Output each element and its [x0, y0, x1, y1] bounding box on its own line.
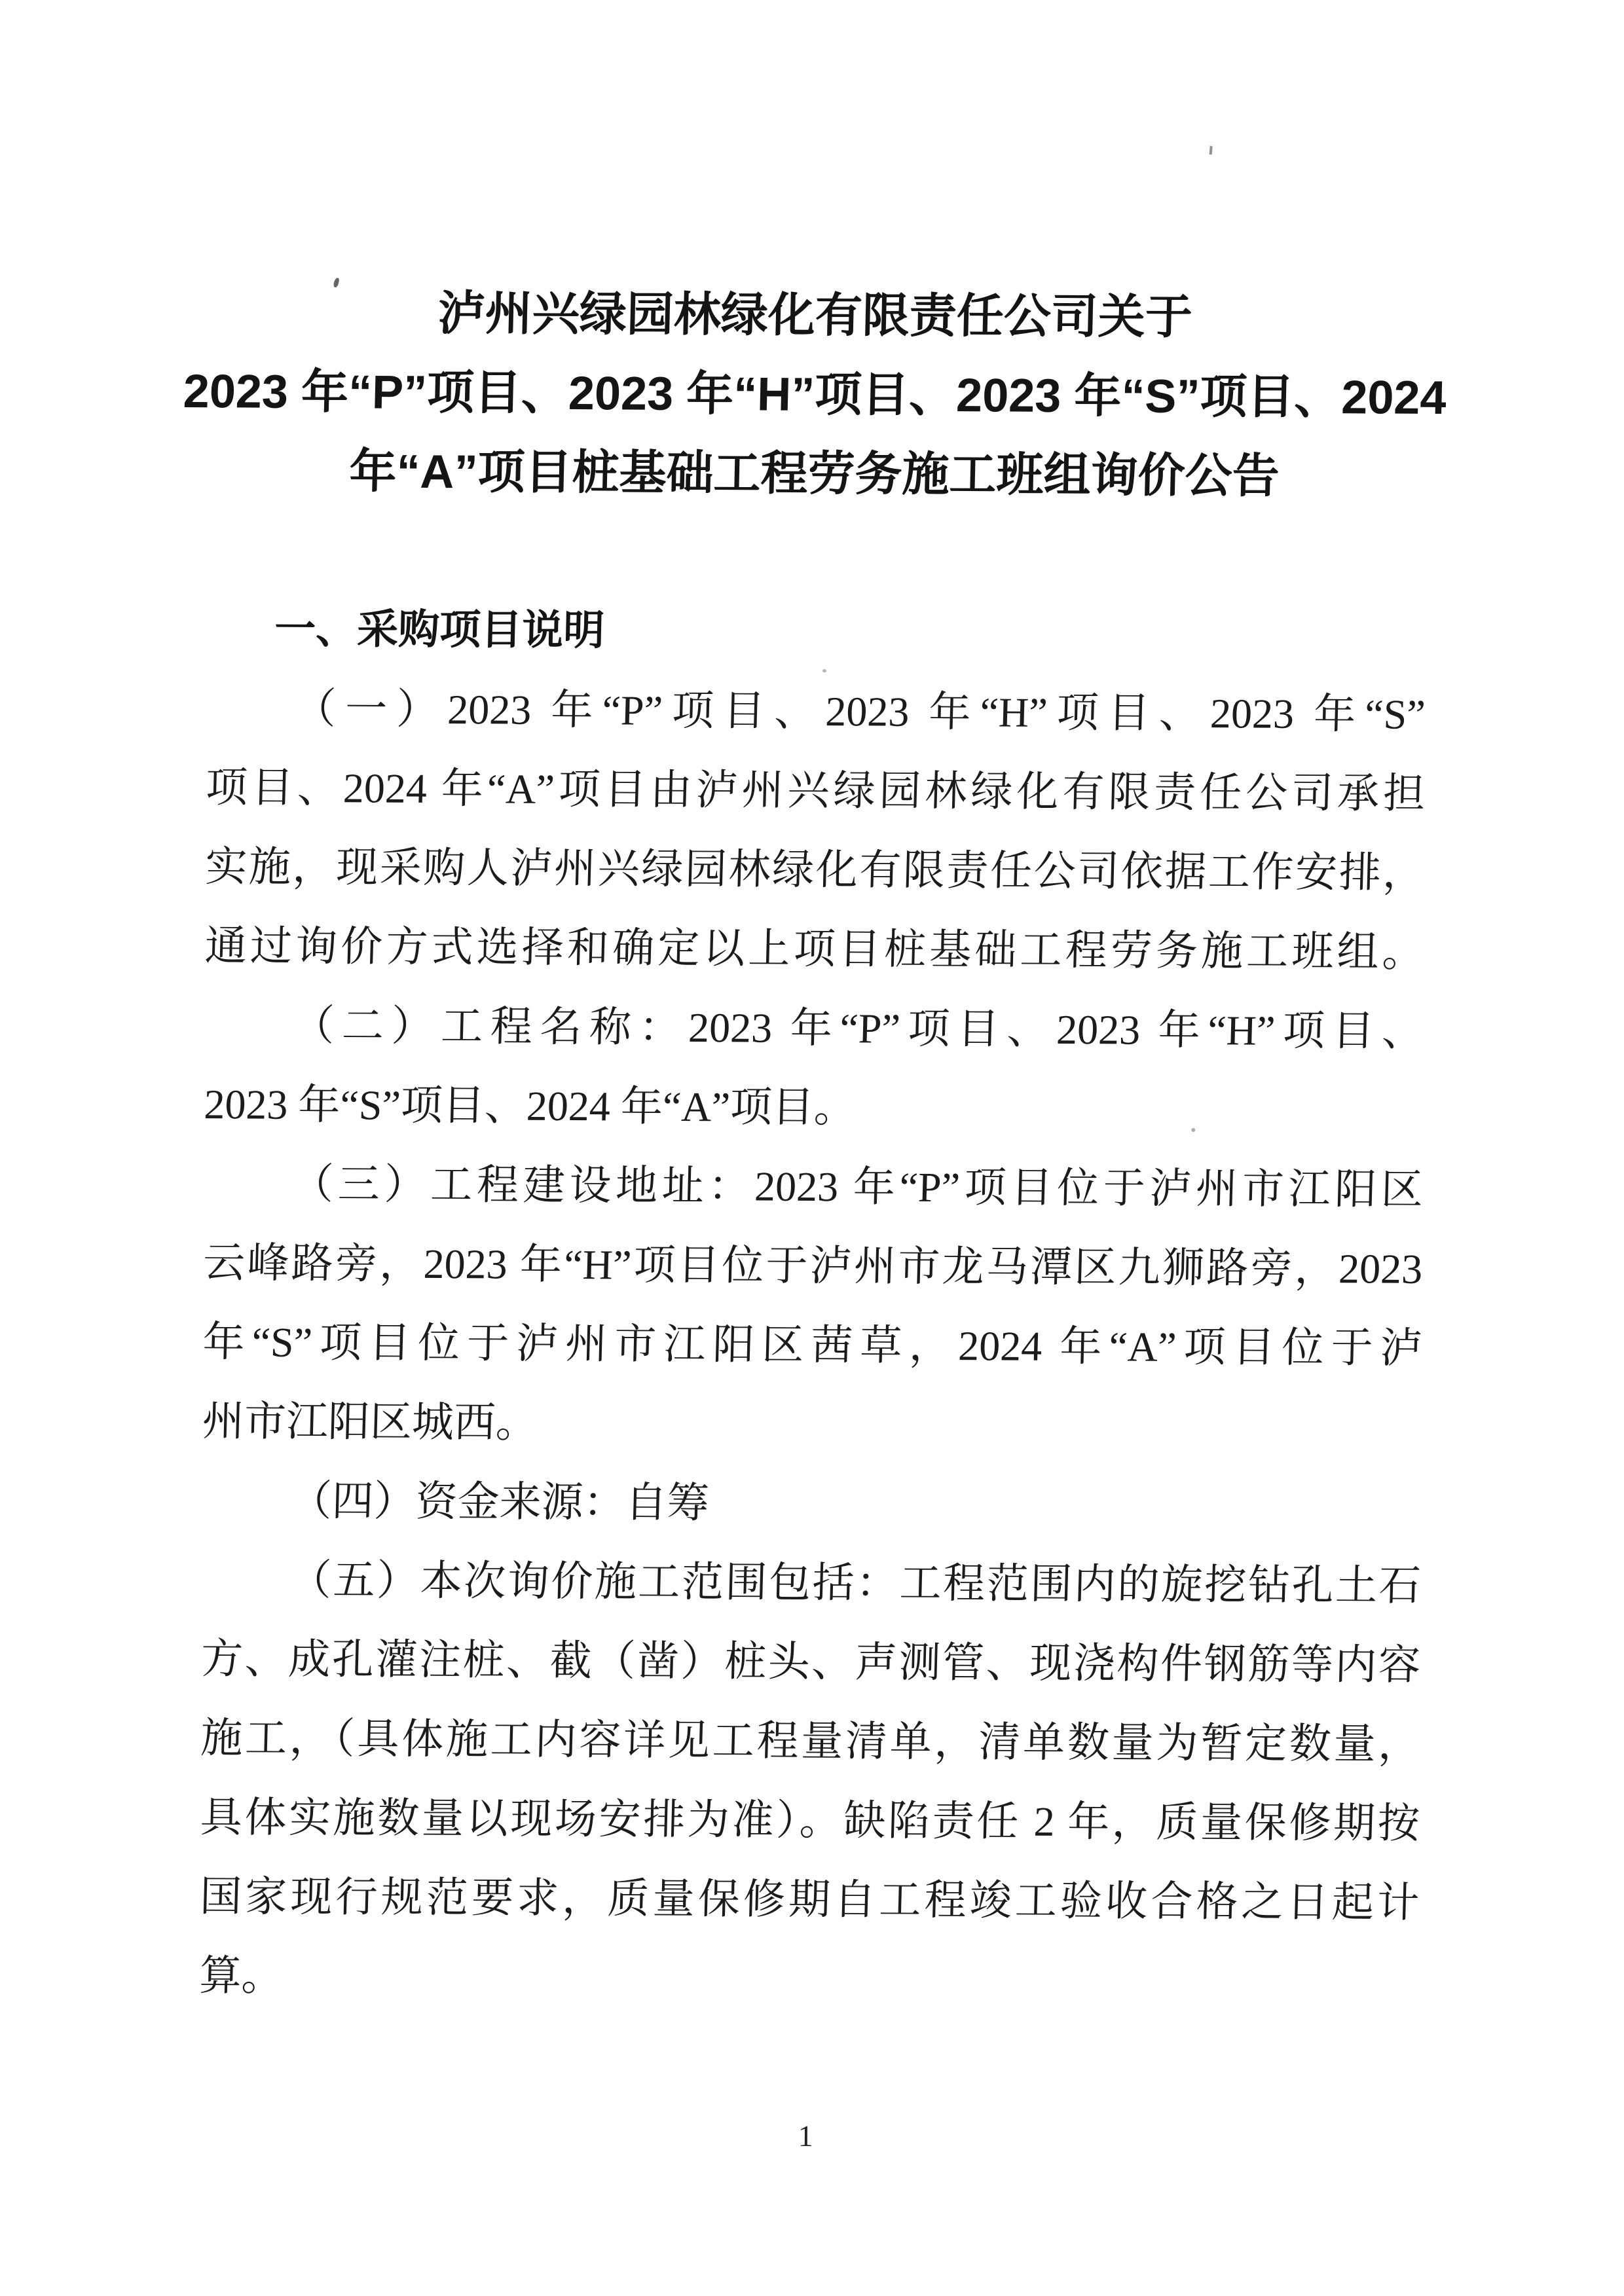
title-line: 年“A”项目桩基础工程劳务施工班组询价公告 [348, 445, 1280, 503]
text-line: 云峰路旁，2023 年“H”项目位于泸州市龙马潭区九狮路旁，2023 [202, 1239, 1424, 1292]
text-line: （四）资金来源：自筹 [289, 1477, 710, 1527]
paragraph [204, 985, 1424, 1150]
text-line: 具体实施数量以现场安排为准）。缺陷责任 2 年，质量保修期按 [199, 1794, 1420, 1847]
text-line: 施工，（具体施工内容详见工程量清单，清单数量为暂定数量， [200, 1715, 1421, 1768]
paragraph [199, 1540, 1421, 2022]
document-body-block [199, 589, 1426, 2022]
text-line: 年“S”项目位于泸州市江阳区茜草，2024 年“A”项目位于泸 [202, 1319, 1423, 1372]
text-line: 方、成孔灌注桩、截（凿）桩头、声测管、现浇构件钢筋等内容 [200, 1635, 1421, 1688]
paragraph [202, 1144, 1424, 1467]
paragraph [204, 668, 1426, 992]
text-line: 2023 年“S”项目、2024 年“A”项目。 [203, 1081, 857, 1131]
text-line: 通过询价方式选择和确定以上项目桩基础工程劳务施工班组。 [204, 922, 1425, 975]
section-heading: 一、采购项目说明 [274, 606, 606, 654]
text-line: 项目、2024 年“A”项目由泸州兴绿园林绿化有限责任公司承担 [205, 764, 1426, 817]
page-number: 1 [798, 2119, 813, 2153]
title-line: 2023 年“P”项目、2023 年“H”项目、2023 年“S”项目、2024 [182, 365, 1447, 425]
paragraph [202, 1461, 1422, 1546]
text-line: （三）工程建设地址：2023 年“P”项目位于泸州市江阳区 [291, 1160, 1424, 1213]
text-line: 国家现行规范要求，质量保修期自工程竣工验收合格之日起计 [199, 1873, 1420, 1926]
text-line: 实施，现采购人泸州兴绿园林绿化有限责任公司依据工作安排， [204, 843, 1426, 896]
text-line: （一）2023 年“P”项目、2023 年“H”项目、2023 年“S” [293, 685, 1426, 738]
text-line: （五）本次询价施工范围包括：工程范围内的旋挖钻孔土石 [289, 1556, 1422, 1609]
title-line: 泸州兴绿园林绿化有限责任公司关于 [437, 287, 1193, 344]
document-title [107, 272, 1522, 517]
text-line: 州市江阳区城西。 [202, 1398, 538, 1446]
scan-speck [1209, 146, 1213, 155]
text-line: （二）工程名称：2023 年“P”项目、2023 年“H”项目、 [291, 1002, 1425, 1055]
text-line: 算。 [198, 1952, 284, 1999]
document-body [199, 668, 1426, 2022]
